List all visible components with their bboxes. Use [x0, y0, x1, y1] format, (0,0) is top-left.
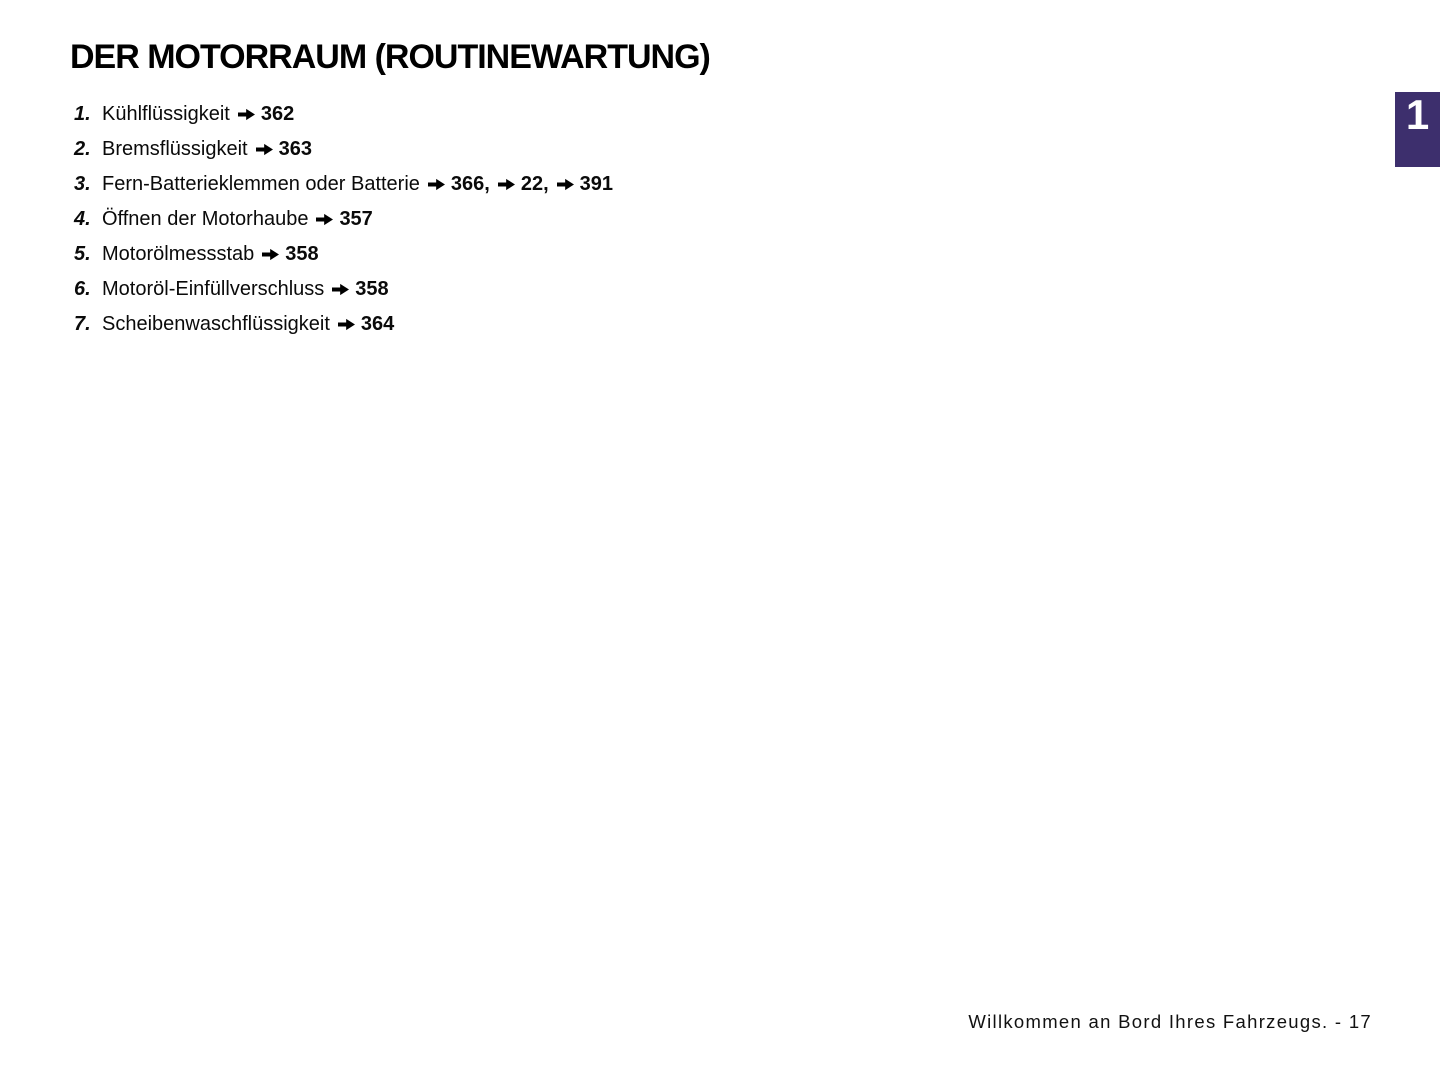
page-ref-number: 358: [355, 278, 389, 300]
list-item: [74, 202, 613, 237]
list-item-number: 5.: [74, 243, 91, 265]
list-item: [74, 307, 613, 342]
list-item-number: 1.: [74, 103, 91, 125]
list-item-label: Kühlflüssigkeit: [102, 103, 230, 125]
list-item-number: 6.: [74, 278, 91, 300]
page-ref-number: 358: [285, 243, 319, 265]
list-item: [74, 167, 613, 202]
list-item-label: Motoröl-Einfüllverschluss: [102, 278, 325, 300]
page-title: DER MOTORRAUM (ROUTINEWARTUNG): [70, 38, 710, 76]
list-item-number: 3.: [74, 173, 91, 195]
list-item-number: 7.: [74, 313, 91, 335]
chapter-tab: [1395, 92, 1440, 167]
page-ref-number: 391: [579, 173, 614, 195]
page-ref-number: 364: [360, 313, 395, 335]
list-item: [74, 237, 613, 272]
list-item: [74, 132, 613, 167]
engine-compartment-list: [74, 97, 613, 342]
page-ref-number: 22,: [520, 173, 549, 195]
page-ref-arrow-icon: [428, 167, 445, 202]
page-ref-arrow-icon: [498, 167, 515, 202]
list-item-number: 4.: [74, 208, 91, 230]
page-ref-number: 366,: [450, 173, 490, 195]
page-ref-number: 357: [339, 208, 373, 230]
list-item-label: Scheibenwaschflüssigkeit: [102, 313, 330, 335]
list-item: [74, 97, 613, 132]
list-item-label: Öffnen der Motorhaube: [102, 208, 309, 230]
page-ref-number: 363: [278, 138, 312, 160]
page-footer: Willkommen an Bord Ihres Fahrzeugs. - 17: [968, 1011, 1372, 1032]
page-ref-arrow-icon: [262, 237, 279, 272]
page-ref-number: 362: [260, 103, 295, 125]
page-ref-arrow-icon: [557, 167, 574, 202]
list-item-label: Motorölmessstab: [102, 243, 255, 265]
list-item-label: Bremsflüssigkeit: [102, 138, 248, 160]
list-item: [74, 272, 613, 307]
page-ref-arrow-icon: [338, 307, 355, 342]
page-ref-arrow-icon: [332, 272, 349, 307]
page-ref-arrow-icon: [238, 97, 255, 132]
list-item-number: 2.: [74, 138, 91, 160]
list-item-label: Fern-Batterieklemmen oder Batterie: [102, 173, 420, 195]
page-ref-arrow-icon: [316, 202, 333, 237]
page-ref-arrow-icon: [256, 132, 273, 167]
chapter-number: 1: [1405, 91, 1430, 138]
